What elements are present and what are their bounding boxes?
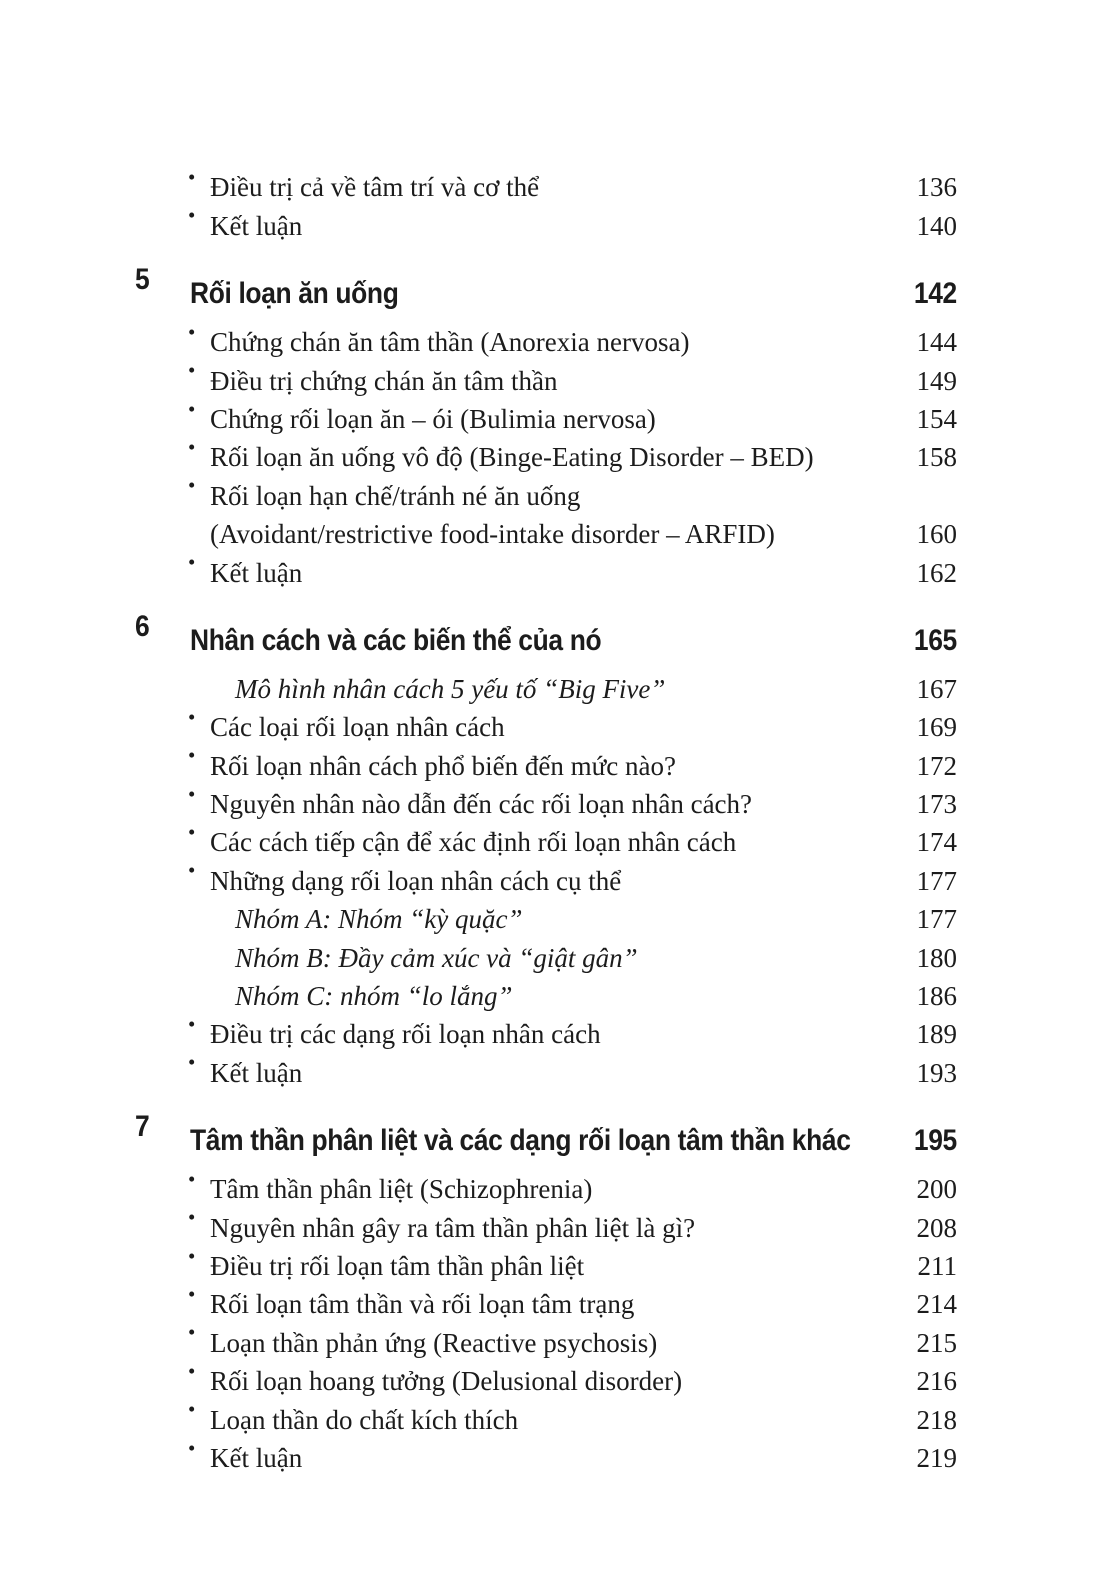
bullet-icon: • <box>188 1358 196 1383</box>
bullet-icon: • <box>188 358 196 383</box>
page-number: 208 <box>916 1212 957 1243</box>
page-number: 144 <box>916 327 957 358</box>
entry-title: Rối loạn tâm thần và rối loạn tâm trạng <box>210 1289 635 1320</box>
entry-title: Các loại rối loạn nhân cách <box>210 712 505 743</box>
toc-row-gutter <box>135 928 210 966</box>
toc-row-gutter <box>135 1275 210 1313</box>
bullet-icon: • <box>188 743 196 768</box>
toc-entry-row <box>135 158 957 203</box>
entry-title: Nguyên nhân nào dẫn đến các rối loạn nhân cách? <box>210 789 753 820</box>
bullet-icon: • <box>188 781 196 806</box>
page-number: 186 <box>916 981 957 1012</box>
page-number: 149 <box>916 365 957 396</box>
entry-title: Rối loạn hoang tưởng (Delusional disorder) <box>210 1366 683 1397</box>
chapter-number: 7 <box>135 1109 150 1143</box>
entry-title: Loạn thần do chất kích thích <box>210 1404 519 1435</box>
page-number: 193 <box>916 1057 957 1088</box>
toc-chapter-row <box>135 603 957 657</box>
entry-title: (Avoidant/restrictive food-intake disorder – ARFID) <box>210 519 775 550</box>
table-of-contents <box>135 158 957 1473</box>
page-number: 216 <box>916 1366 957 1397</box>
page-number: 169 <box>916 712 957 743</box>
entry-title: Điều trị các dạng rối loạn nhân cách <box>210 1019 601 1050</box>
bullet-icon: • <box>188 434 196 459</box>
bullet-icon: • <box>188 704 196 729</box>
toc-row-gutter <box>135 313 210 351</box>
page-number: 218 <box>916 1404 957 1435</box>
entry-title: Điều trị rối loạn tâm thần phân liệt <box>210 1250 585 1281</box>
toc-row-gutter <box>135 1043 210 1081</box>
entry-title: Tâm thần phân liệt (Schizophrenia) <box>210 1174 593 1205</box>
entry-title: Nhóm A: Nhóm “kỳ quặc” <box>235 904 523 935</box>
entry-title: Rối loạn ăn uống vô độ (Binge-Eating Disorder – BED) <box>210 442 814 473</box>
page-number: 211 <box>917 1250 957 1281</box>
toc-row-gutter <box>135 505 210 543</box>
bullet-icon: • <box>188 165 196 189</box>
toc-row-gutter <box>135 1390 210 1428</box>
toc-row-gutter <box>135 1160 210 1198</box>
page-number: 214 <box>916 1289 957 1320</box>
page-number-text: 142 <box>914 276 957 310</box>
chapter-title <box>190 270 887 317</box>
entry-title: Những dạng rối loạn nhân cách cụ thể <box>210 865 622 896</box>
bullet-icon: • <box>188 1050 196 1075</box>
page-number: 180 <box>916 942 957 973</box>
entry-title: Điều trị chứng chán ăn tâm thần <box>210 365 558 396</box>
bullet-icon: • <box>188 1281 196 1306</box>
toc-row-gutter <box>135 466 210 504</box>
toc-row-gutter <box>135 698 210 736</box>
page-number: 177 <box>916 904 957 935</box>
bullet-icon: • <box>188 820 196 845</box>
page-number: 219 <box>916 1442 957 1473</box>
bullet-icon: • <box>188 473 196 498</box>
bullet-icon: • <box>188 1166 196 1191</box>
entry-title: Nhóm C: nhóm “lo lắng” <box>235 981 513 1012</box>
bullet-icon: • <box>188 319 196 344</box>
toc-row-gutter <box>135 660 210 698</box>
page-number: 172 <box>916 750 957 781</box>
toc-entry-row <box>135 313 957 358</box>
toc-chapter-row <box>135 256 957 310</box>
page-number: 160 <box>916 519 957 550</box>
page-number <box>887 617 957 664</box>
toc-row-gutter <box>135 736 210 774</box>
page-number: 136 <box>916 172 957 203</box>
bullet-icon: • <box>188 1012 196 1037</box>
chapter-title-text: Rối loạn ăn uống <box>190 276 399 310</box>
page-number: 174 <box>916 827 957 858</box>
toc-row-gutter <box>135 1103 190 1150</box>
bullet-icon: • <box>188 858 196 883</box>
entry-title: Kết luận <box>210 210 303 241</box>
entry-title: Các cách tiếp cận để xác định rối loạn nhân cách <box>210 827 737 858</box>
bullet-icon: • <box>188 1435 196 1460</box>
page-number: 189 <box>916 1019 957 1050</box>
page-number: 162 <box>916 557 957 588</box>
toc-row-gutter <box>135 813 210 851</box>
page-number-text: 195 <box>914 1123 957 1157</box>
page-number <box>887 270 957 317</box>
page-number: 173 <box>916 789 957 820</box>
toc-row-gutter <box>135 543 210 581</box>
page-number-text: 165 <box>914 623 957 657</box>
toc-row-gutter <box>135 351 210 389</box>
page-number <box>887 1117 957 1164</box>
toc-row-gutter <box>135 603 190 650</box>
bullet-icon: • <box>188 1320 196 1345</box>
entry-title: Loạn thần phản ứng (Reactive psychosis) <box>210 1327 658 1358</box>
entry-title: Nhóm B: Đầy cảm xúc và “giật gân” <box>235 942 638 973</box>
chapter-number: 5 <box>135 262 150 296</box>
entry-title: Kết luận <box>210 1057 303 1088</box>
toc-row-gutter <box>135 1005 210 1043</box>
entry-title: Rối loạn nhân cách phổ biến đến mức nào? <box>210 750 676 781</box>
entry-title: Kết luận <box>210 1442 303 1473</box>
bullet-icon: • <box>188 1243 196 1268</box>
bullet-icon: • <box>188 203 196 228</box>
entry-title: Rối loạn hạn chế/tránh né ăn uống <box>210 480 581 511</box>
toc-entry-row <box>135 1160 957 1205</box>
chapter-title-text: Tâm thần phân liệt và các dạng rối loạn tâm thần khác <box>190 1123 851 1157</box>
toc-row-gutter <box>135 1313 210 1351</box>
toc-row-gutter <box>135 390 210 428</box>
toc-chapter-row <box>135 1103 957 1157</box>
toc-row-gutter <box>135 851 210 889</box>
toc-row-gutter <box>135 256 190 303</box>
toc-row-gutter <box>135 1352 210 1390</box>
toc-row-gutter <box>135 890 210 928</box>
entry-title: Chứng rối loạn ăn – ói (Bulimia nervosa) <box>210 403 656 434</box>
page-number: 215 <box>916 1327 957 1358</box>
bullet-icon: • <box>188 550 196 575</box>
page-number: 140 <box>916 210 957 241</box>
toc-row-gutter <box>135 196 210 234</box>
toc-row-gutter <box>135 775 210 813</box>
bullet-icon: • <box>188 1205 196 1230</box>
entry-title: Nguyên nhân gây ra tâm thần phân liệt là gì? <box>210 1212 696 1243</box>
toc-row-gutter <box>135 428 210 466</box>
toc-sub-entry-row <box>135 660 957 704</box>
chapter-number: 6 <box>135 609 150 643</box>
toc-row-gutter <box>135 1429 210 1467</box>
page-number: 200 <box>916 1174 957 1205</box>
page-number: 167 <box>916 673 957 704</box>
toc-row-gutter <box>135 967 210 1005</box>
page-number: 177 <box>916 865 957 896</box>
toc-row-gutter <box>135 1198 210 1236</box>
toc-row-gutter <box>135 1237 210 1275</box>
entry-title: Mô hình nhân cách 5 yếu tố “Big Five” <box>235 673 666 704</box>
bullet-icon: • <box>188 396 196 421</box>
page-number: 154 <box>916 403 957 434</box>
entry-title: Chứng chán ăn tâm thần (Anorexia nervosa) <box>210 327 690 358</box>
chapter-title-text: Nhân cách và các biến thể của nó <box>190 623 602 657</box>
toc-row-gutter <box>135 158 210 196</box>
chapter-title <box>190 617 887 664</box>
entry-title: Điều trị cả về tâm trí và cơ thể <box>210 172 540 203</box>
page-number: 158 <box>916 442 957 473</box>
chapter-title <box>190 1117 887 1164</box>
entry-title: Kết luận <box>210 557 303 588</box>
bullet-icon: • <box>188 1397 196 1422</box>
